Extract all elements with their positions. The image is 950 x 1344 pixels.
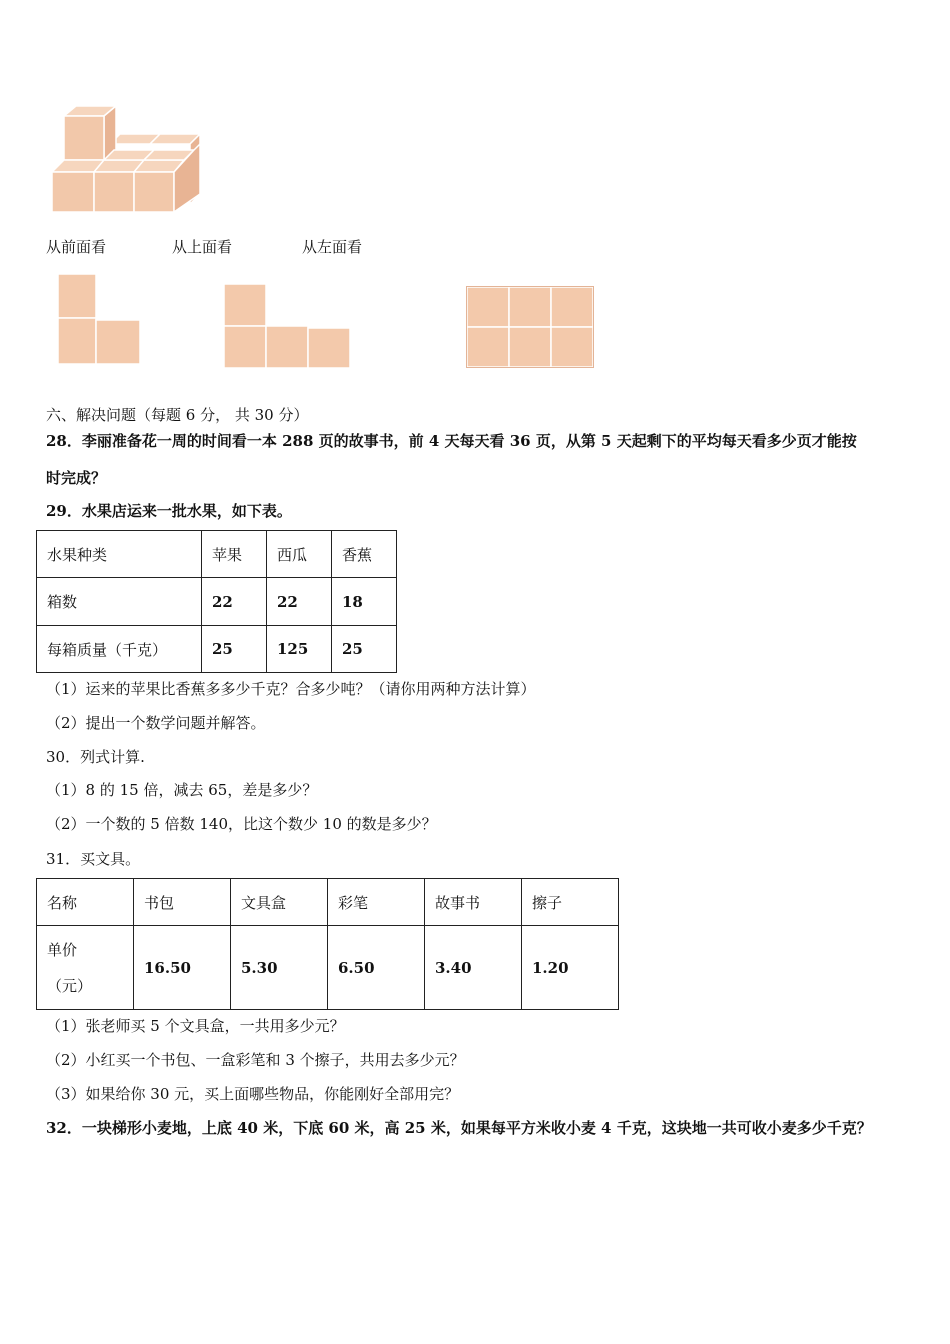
fruit-table bbox=[36, 530, 397, 673]
price-cell: 6.50 bbox=[328, 926, 425, 1010]
price-cell: 1.20 bbox=[522, 926, 619, 1010]
left-view-figure bbox=[466, 286, 594, 368]
stationery-header: 故事书 bbox=[425, 879, 522, 926]
stationery-header: 名称 bbox=[37, 879, 134, 926]
fruit-cell: 22 bbox=[202, 578, 267, 626]
fruit-cell: 25 bbox=[202, 626, 267, 673]
stationery-table bbox=[36, 878, 619, 1010]
price-label-line1: 单价 bbox=[47, 940, 78, 959]
q31-sub1: （1）张老师买 5 个文具盒，一共用多少元？ bbox=[46, 1017, 345, 1035]
price-cell: 5.30 bbox=[231, 926, 328, 1010]
fruit-header-banana: 香蕉 bbox=[332, 531, 397, 578]
fruit-row-label: 箱数 bbox=[37, 578, 202, 626]
q28-line2: 时完成？ bbox=[46, 469, 107, 487]
q29-stem: 29．水果店运来一批水果，如下表。 bbox=[46, 502, 292, 520]
stationery-header: 擦子 bbox=[522, 879, 619, 926]
stationery-header: 文具盒 bbox=[231, 879, 328, 926]
fruit-header-type: 水果种类 bbox=[37, 531, 202, 578]
q29-sub2: （2）提出一个数学问题并解答。 bbox=[46, 714, 266, 732]
q29-sub1: （1）运来的苹果比香蕉多多少千克？合多少吨？（请你用两种方法计算） bbox=[46, 680, 536, 698]
view-label-front: 从前面看 bbox=[46, 238, 107, 256]
stationery-header: 彩笔 bbox=[328, 879, 425, 926]
fruit-row-label: 每箱质量（千克） bbox=[37, 626, 202, 673]
stationery-header: 书包 bbox=[134, 879, 231, 926]
fruit-header-apple: 苹果 bbox=[202, 531, 267, 578]
q30-stem: 30．列式计算. bbox=[46, 748, 145, 766]
price-cell: 3.40 bbox=[425, 926, 522, 1010]
price-cell: 16.50 bbox=[134, 926, 231, 1010]
fruit-cell: 125 bbox=[267, 626, 332, 673]
fruit-cell: 18 bbox=[332, 578, 397, 626]
price-label-line2: （元） bbox=[47, 976, 93, 995]
q32-text: 32．一块梯形小麦地，上底 40 米，下底 60 米，高 25 米，如果每平方米收小麦 4 千克，这块地一共可收小麦多少千克？ bbox=[46, 1119, 872, 1137]
section-title: 六、解决问题（每题 6 分， 共 30 分） bbox=[46, 406, 309, 424]
view-label-left: 从左面看 bbox=[302, 238, 363, 256]
front-view-figure bbox=[56, 272, 142, 368]
fruit-header-watermelon: 西瓜 bbox=[267, 531, 332, 578]
q31-sub2: （2）小红买一个书包、一盒彩笔和 3 个擦子，共用去多少元？ bbox=[46, 1051, 465, 1069]
fruit-cell: 25 bbox=[332, 626, 397, 673]
q30-sub1: （1）8 的 15 倍，减去 65，差是多少？ bbox=[46, 781, 318, 799]
q31-sub3: （3）如果给你 30 元，买上面哪些物品，你能刚好全部用完？ bbox=[46, 1085, 460, 1103]
top-view-figure bbox=[222, 282, 352, 370]
price-row-label bbox=[37, 926, 134, 1010]
q31-stem: 31．买文具。 bbox=[46, 850, 141, 868]
fruit-cell: 22 bbox=[267, 578, 332, 626]
q28-line1: 28．李丽准备花一周的时间看一本 288 页的故事书，前 4 天每天看 36 页，从第 5 天起剩下的平均每天看多少页才能按 bbox=[46, 432, 857, 450]
view-label-top: 从上面看 bbox=[172, 238, 233, 256]
cube-stack-figure bbox=[50, 102, 206, 216]
q30-sub2: （2）一个数的 5 倍数 140，比这个数少 10 的数是多少？ bbox=[46, 815, 437, 833]
